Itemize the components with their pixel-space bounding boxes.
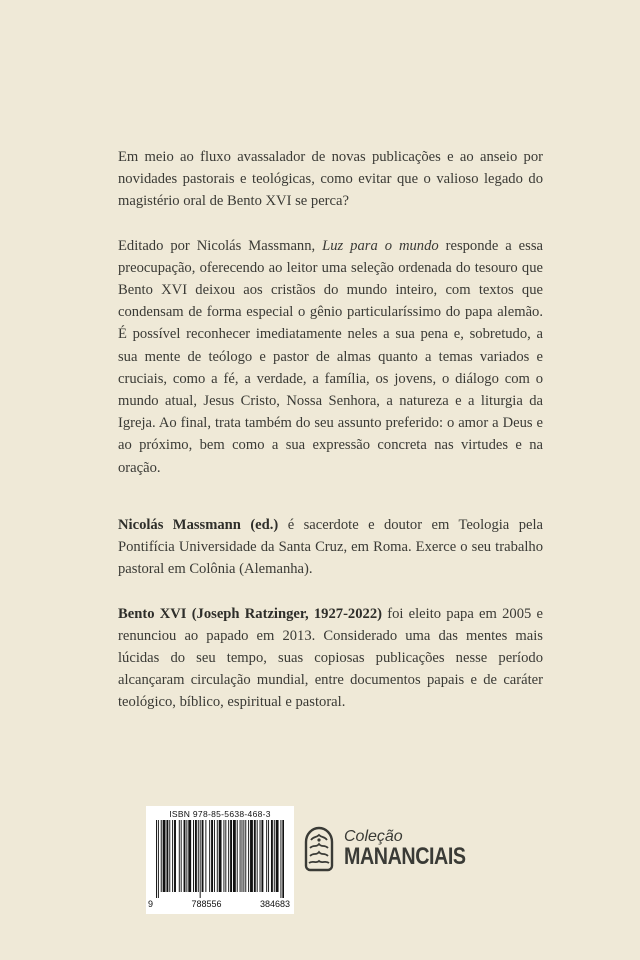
barcode-bar <box>282 820 284 898</box>
barcode-bar <box>200 820 201 898</box>
barcode-bar <box>186 820 187 892</box>
barcode-bar <box>268 820 269 892</box>
barcode-bar <box>184 820 186 892</box>
barcode-bar <box>223 820 224 892</box>
barcode-bar <box>211 820 213 892</box>
barcode-bar <box>158 820 159 898</box>
barcode-bar <box>174 820 176 892</box>
barcode-bar <box>242 820 243 892</box>
barcode-bar <box>228 820 229 892</box>
collection-name <box>344 829 492 869</box>
barcode-bar <box>205 820 206 892</box>
barcode-bars <box>156 820 284 898</box>
barcode-bar <box>274 820 275 892</box>
author-bio-text: foi eleito papa em 2005 e renunciou ao papado em 2013. Considerado uma das mentes mais lúcidas do seu tempo, suas copiosas publicações nesse período alcançaram circulação mundial, entre documentos papais e de caráter teológico, bíblico, espiritual e pastoral. <box>118 605 543 711</box>
barcode-bar <box>179 820 180 892</box>
barcode-digit-first: 9 <box>148 899 154 909</box>
barcode-bar <box>161 820 162 892</box>
barcode-bar <box>257 820 258 892</box>
book-title: Luz para o mundo <box>322 237 439 254</box>
barcode-bar <box>233 820 236 892</box>
barcode-bar <box>254 820 256 892</box>
barcode-bar <box>280 820 281 898</box>
isbn-label: ISBN 978-85-5638-468-3 <box>169 809 271 819</box>
barcode-bar <box>193 820 194 892</box>
fountain-icon <box>302 826 336 872</box>
collection-label: Coleção <box>344 828 403 845</box>
barcode-bar <box>163 820 166 892</box>
barcode-bar <box>214 820 215 892</box>
author-name: Bento XVI (Joseph Ratzinger, 1927-2022) <box>118 605 382 622</box>
barcode-bar <box>217 820 218 892</box>
barcode-bar <box>250 820 253 892</box>
barcode-bar <box>225 820 226 892</box>
barcode-bar <box>230 820 232 892</box>
barcode-bar <box>245 820 246 892</box>
synopsis-paragraph-2 <box>118 235 543 479</box>
editor-name: Nicolás Massmann (ed.) <box>118 517 279 533</box>
barcode-bar <box>261 820 263 892</box>
barcode-bar <box>188 820 191 892</box>
barcode-bar <box>209 820 210 892</box>
barcode-bar <box>248 820 249 892</box>
isbn-barcode <box>146 806 294 914</box>
author-bio <box>118 603 543 714</box>
barcode-bar <box>166 820 168 892</box>
barcode-bar <box>237 820 238 892</box>
barcode-bar <box>260 820 261 892</box>
barcode-bar <box>181 820 182 892</box>
barcode-bar <box>219 820 222 892</box>
barcode-bar <box>169 820 170 892</box>
synopsis-paragraph-1: Em meio ao fluxo avassalador de novas publicações e ao anseio por novidades pastorais e teológicas, como evitar que o valioso legado do magistério oral de Bento XVI se perca? <box>118 149 543 210</box>
barcode-bar <box>202 820 204 892</box>
barcode-bar <box>240 820 241 892</box>
barcode-bar <box>243 820 244 892</box>
barcode-bar <box>195 820 197 892</box>
barcode-bar <box>156 820 157 898</box>
barcode-bar <box>198 820 199 892</box>
barcode-bar <box>276 820 279 892</box>
collection-title: MANANCIAIS <box>344 843 466 870</box>
biographies <box>118 514 543 736</box>
barcode-digits <box>148 899 290 909</box>
barcode-digits-left: 788556 <box>191 899 222 909</box>
barcode-digits-right: 384683 <box>259 899 290 909</box>
barcode-bar <box>266 820 267 892</box>
collection-logo <box>302 826 492 872</box>
synopsis <box>118 146 543 501</box>
editor-bio-text: é sacerdote e doutor em Teologia pela Pontifícia Universidade da Santa Cruz, em Roma. Exerce o seu trabalho pastoral em Colônia (Alemanha). <box>118 517 543 578</box>
barcode-bar <box>172 820 173 892</box>
barcode-bar <box>271 820 273 892</box>
editor-bio <box>118 514 543 581</box>
synopsis-p2-body: responde a essa preocupação, oferecendo ao leitor uma seleção ordenada do tesouro que Bento XVI deixou aos cristãos do mundo inteiro, com textos que condensam de forma especial o gênio particularíssimo do papa alemão. É possível reconhecer imediatamente neles a sua pena e, sobretudo, a sua mente de teólogo e pastor de almas quanto a temas variados e cruciais, como a fé, a verdade, a família, os jovens, o diálogo com o mundo atual, Jesus Cristo, Nossa Senhora, a natureza e a liturgia da Igreja. Ao final, trata também do seu assunto preferido: o amor a Deus e ao próximo, bem como a sua expressão concreta nas virtudes e na oração. <box>118 237 543 476</box>
synopsis-p2-lead: Editado por Nicolás Massmann, <box>118 237 323 254</box>
